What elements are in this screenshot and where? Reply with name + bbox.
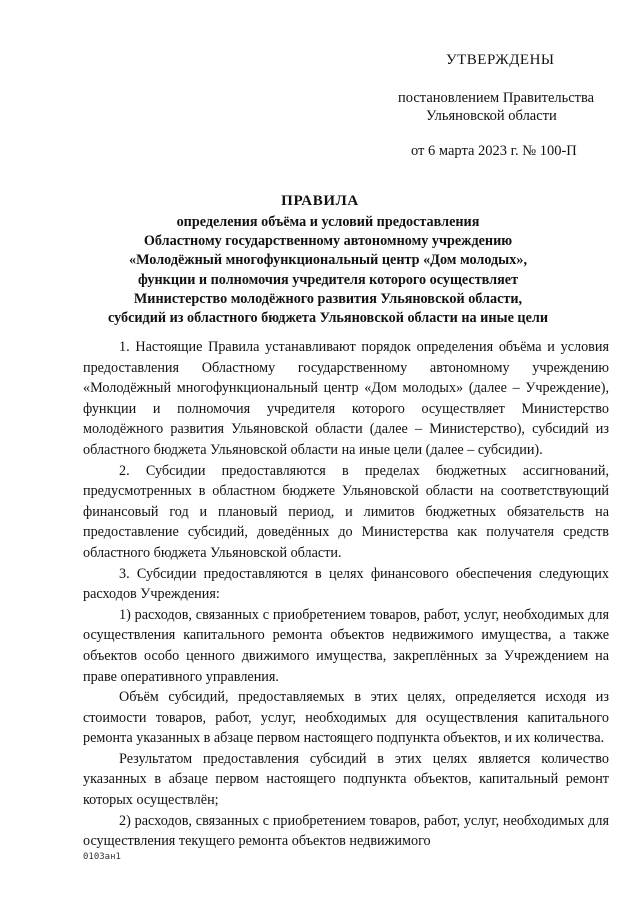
paragraph-2: 2. Субсидии предоставляются в пределах бюджетных ассигнований, предусмотренных в областном бюджете Ульяновской области на соответствующий финансовый год и плановый период, и лимитов бюджетных обязательств на предоставление субсидий, доведённых до Министерства как получателя средств областного бюджета Ульяновской области. [83,462,609,561]
subparagraph-1: 1) расходов, связанных с приобретением товаров, работ, услуг, необходимых для осуществления капитального ремонта объектов недвижимого имущества, а также объектов особо ценного движимого имущества, закреплённых за Учреждением на праве оперативного управления. [83,606,609,685]
paragraph-1: 1. Настоящие Правила устанавливают порядок определения объёма и условия предоставления Областному государственному автономному учреждению «Молодёжный многофункциональный центр «Дом молодых» (далее – Учреждение), функции и полномочия учредителя которого осуществляет Министерство молодёжного развития Ульяновской области (далее – Министерство), субсидий из областного бюджета Ульяновской области на иные цели (далее – субсидии). [83,339,609,458]
subtitle-line: Министерство молодёжного развития Ульяновской области, [133,290,523,307]
subtitle-line: «Молодёжный многофункциональный центр «Дом молодых», [128,252,527,269]
decree-line-1: постановлением Правительства [398,90,595,106]
document-subtitle [40,213,616,328]
decree-line-2: Ульяновской области [426,108,557,124]
subparagraph-2: 2) расходов, связанных с приобретением товаров, работ, услуг, необходимых для осуществления текущего ремонта объектов недвижимого [83,812,609,850]
document-body [83,337,609,852]
document-code: 0103ан1 [83,852,121,862]
paragraph-result: Результатом предоставления субсидий в этих целях является количество указанных в абзаце первом настоящего подпункта объектов, капитальный ремонт которых осуществлён; [83,750,609,809]
approval-stamp-heading: УТВЕРЖДЕНЫ [446,52,555,68]
paragraph-3: 3. Субсидии предоставляются в целях финансового обеспечения следующих расходов Учреждения: [83,565,609,603]
decree-date: от 6 марта 2023 г. № 100-П [411,143,577,159]
subtitle-line: определения объёма и условий предоставления [176,214,480,230]
subtitle-line: субсидий из областного бюджета Ульяновской области на иные цели [107,310,549,327]
subtitle-line: функции и полномочия учредителя которого осуществляет [137,271,519,288]
subtitle-line: Областному государственному автономному учреждению [143,233,513,250]
document-title: ПРАВИЛА [281,193,359,209]
paragraph-volume: Объём субсидий, предоставляемых в этих целях, определяется исходя из стоимости товаров, работ, услуг, необходимых для осуществления капитального ремонта указанных в абзаце первом настоящего подпункта объектов, и их количества. [83,689,609,747]
